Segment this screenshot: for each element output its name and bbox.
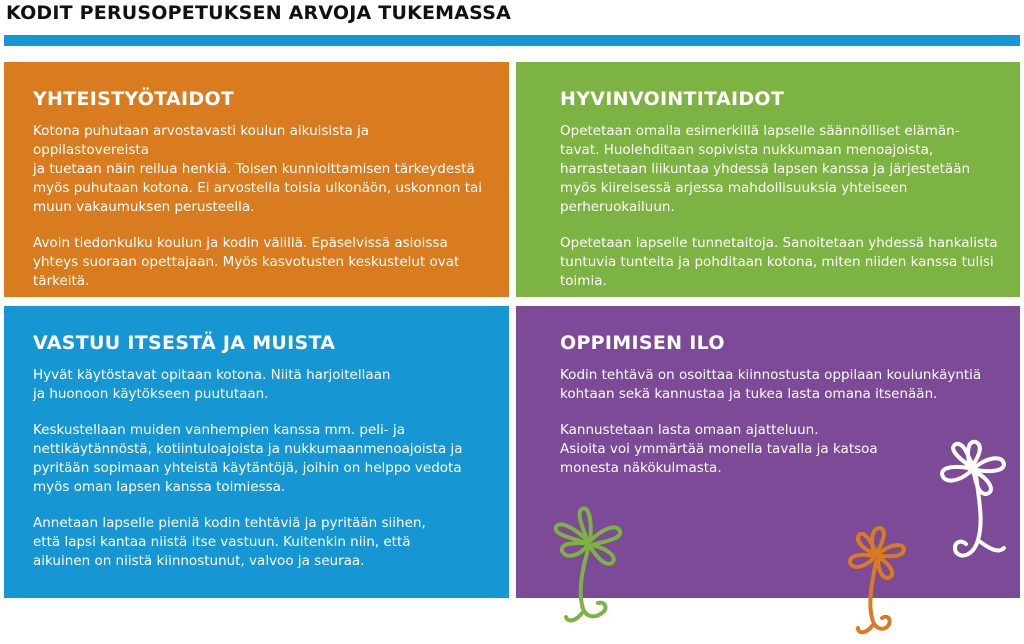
panel-paragraph: Opetetaan omalla esimerkillä lapselle säännölliset elämän- tavat. Huolehditaan sopivista nukkumaan menoajoista, harrastetaan liikuntaa yhdessä lapsen kanssa ja järjestetään myös kiireisessä arjessa mahdollisuuksia yhteiseen perheruokailuun. [560, 123, 971, 215]
panel-paragraph: Annetaan lapselle pieniä kodin tehtäviä ja pyritään siihen, että lapsi kantaa niistä itse vastuun. Kuitenkin niin, että aikuinen on niistä kiinnostunut, valvoo ja seuraa. [33, 515, 426, 569]
panel-heading: YHTEISTYÖTAIDOT [33, 88, 235, 110]
white-flower-icon [936, 436, 1016, 576]
panel-heading: OPPIMISEN ILO [560, 332, 725, 354]
panel-yhteistyotaidot [4, 62, 509, 297]
panel-heading: VASTUU ITSESTÄ JA MUISTA [33, 332, 336, 354]
panel-heading: HYVINVOINTITAIDOT [560, 88, 785, 110]
panel-paragraph: Avoin tiedonkulku koulun ja kodin välillä. Epäselvissä asioissa yhteys suoraan opettajaan. Myös kasvotusten keskustelut ovat tärkeitä. [33, 235, 460, 289]
page-title: KODIT PERUSOPETUKSEN ARVOJA TUKEMASSA [6, 2, 511, 24]
panel-paragraph: Kotona puhutaan arvostavasti koulun aikuisista ja oppilastovereista ja tuetaan näin reilua henkiä. Toisen kunnioittamisen tärkeydestä myös puhutaan kotona. Ei arvostella toisia ulkonäön, uskonnon tai muun vakaumuksen perusteella. [33, 123, 483, 215]
green-flower-icon [548, 505, 628, 635]
panel-paragraph: Keskustellaan muiden vanhempien kanssa mm. peli- ja nettikäytännöstä, kotiintuloajoista ja nukkumaanmenoajoista ja pyritään sopimaan yhteistä käytäntöjä, joihin on helppo vedota myös oman lapsen kanssa toimiessa. [33, 422, 463, 495]
orange-flower-icon [842, 522, 912, 642]
panel-paragraph: Hyvät käytöstavat opitaan kotona. Niitä harjoitellaan ja huonoon käytökseen puututaan. [33, 367, 391, 402]
panel-vastuu [4, 306, 509, 598]
panel-paragraph: Opetetaan lapselle tunnetaitoja. Sanoitetaan yhdessä hankalista tuntuvia tunteita ja pohditaan kotona, miten niiden kanssa tulisi toimia. [560, 235, 998, 289]
title-divider-bar [4, 35, 1020, 46]
panel-paragraph: Kannustetaan lasta omaan ajatteluun. Asioita voi ymmärtää monella tavalla ja katsoa monesta näkökulmasta. [560, 422, 878, 476]
panel-paragraph: Kodin tehtävä on osoittaa kiinnostusta oppilaan koulunkäyntiä kohtaan sekä kannustaa ja tukea lasta omana itsenään. [560, 367, 982, 402]
panel-hyvinvointitaidot [516, 62, 1020, 297]
